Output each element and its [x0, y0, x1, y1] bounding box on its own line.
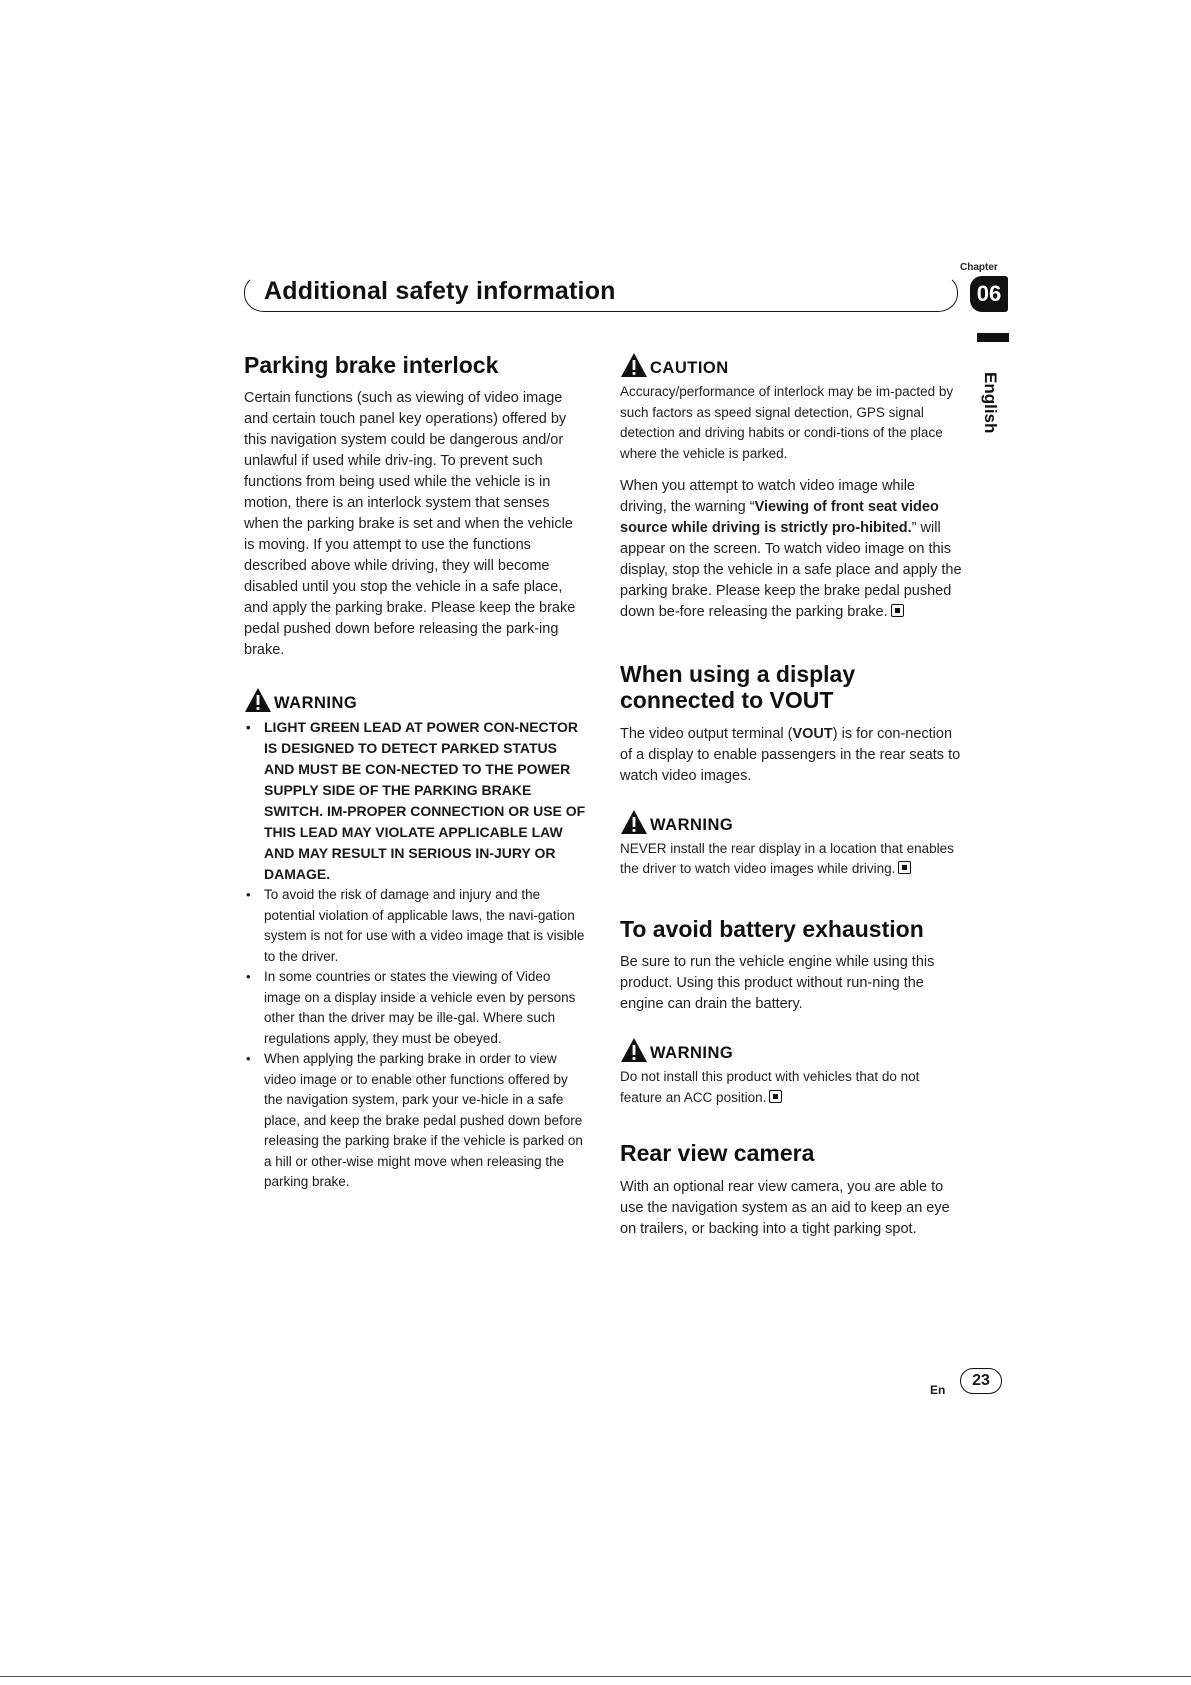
page-title: Additional safety information	[264, 277, 616, 305]
caution-body: Accuracy/performance of interlock may be im-pacted by such factors as speed signal detection, GPS signal detection and driving habits or condi-tions of the place where the vehicle is parked.	[620, 384, 954, 461]
caution-header	[620, 352, 962, 378]
end-mark-icon	[891, 604, 904, 617]
battery-warning-label: WARNING	[650, 1044, 734, 1063]
section-heading-vout: When using a display connected to VOUT	[620, 661, 856, 714]
vout-body-a: The video output terminal (	[620, 725, 793, 742]
section-heading-camera: Rear view camera	[620, 1140, 815, 1167]
section-heading-battery: To avoid battery exhaustion	[620, 915, 924, 942]
parking-brake-body: Certain functions (such as viewing of video image and certain touch panel key operations) offered by this navigation system could be dangerous and/or unlawful if used while driv-ing. To prevent such functions from being used while the vehicle is in motion, there is an interlock system that senses when the parking brake is set and when the vehicle is moving. If you attempt to use the functions described above while driving, they will become disabled until you stop the vehicle in a safe place, and apply the parking brake. Please keep the brake pedal pushed down before releasing the park-ing brake.	[244, 390, 576, 659]
chapter-label: Chapter	[960, 262, 998, 273]
warning-item: • To avoid the risk of damage and injury and the potential violation of applicable laws, the navi-gation system is not for use with a video image that is visible to the driver.	[264, 885, 586, 967]
vout-body	[620, 724, 962, 787]
warning-message: Viewing of front seat video source while driving is strictly pro-hibited.	[620, 499, 939, 536]
warning-triangle-icon	[620, 1037, 648, 1063]
watch-outro: ” will appear on the screen. To watch video image on this display, stop the vehicle in a safe place and apply the parking brake. Please keep the brake pedal pushed down be-fore releasing the parking brake.	[620, 520, 962, 620]
bottom-rule	[0, 1676, 1191, 1677]
language-tab-bar	[977, 333, 1009, 342]
end-mark-icon	[769, 1090, 782, 1103]
battery-warning-body	[620, 1067, 962, 1108]
camera-body: With an optional rear view camera, you are able to use the navigation system as an aid to keep an eye on trailers, or backing into a tight parking spot.	[620, 1178, 950, 1237]
caution-label: CAUTION	[650, 359, 729, 377]
warning-item: • In some countries or states the viewing of Video image on a display inside a vehicle even by persons other than the driver may be ille-gal. Where such regulations apply, they must be obeyed.	[264, 967, 586, 1049]
warning-item: • LIGHT GREEN LEAD AT POWER CON-NECTOR IS DESIGNED TO DETECT PARKED STATUS AND MUST BE CON-NECTED TO THE POWER SUPPLY SIDE OF THE PARKING BRAKE SWITCH. IM-PROPER CONNECTION OR USE OF THIS LEAD MAY VIOLATE APPLICABLE LAW AND MAY RESULT IN SERIOUS IN-JURY OR DAMAGE.	[264, 717, 586, 885]
vout-warning-body	[620, 839, 962, 880]
footer-language: En	[930, 1383, 946, 1397]
battery-body: Be sure to run the vehicle engine while using this product. Using this product without run-ning the engine can drain the battery.	[620, 954, 935, 1013]
warning-list	[244, 717, 586, 1193]
language-tab: English	[981, 372, 1000, 434]
watch-intro: When you attempt to watch video image while driving, the warning “	[620, 478, 915, 515]
section-heading-parking-brake: Parking brake interlock	[244, 352, 499, 378]
vout-term: VOUT	[792, 725, 833, 742]
battery-warning-header	[620, 1037, 962, 1063]
warning-header	[244, 687, 586, 713]
vout-warning-text: NEVER install the rear display in a location that enables the driver to watch video images while driving.	[620, 840, 954, 877]
left-column	[244, 352, 586, 1193]
warning-triangle-icon	[620, 809, 648, 835]
right-column	[620, 352, 962, 1240]
chapter-number-badge: 06	[970, 276, 1008, 312]
warning-label: WARNING	[274, 694, 358, 713]
vout-warning-label: WARNING	[650, 815, 734, 834]
battery-warning-text: Do not install this product with vehicles that do not feature an ACC position.	[620, 1069, 920, 1105]
end-mark-icon	[898, 861, 911, 874]
vout-body-b: ) is for con-nection of a display to enable passengers in the rear seats to watch video images.	[620, 725, 961, 784]
warning-triangle-icon	[244, 687, 272, 713]
caution-triangle-icon	[620, 352, 648, 378]
vout-warning-header	[620, 809, 962, 835]
warning-item: • When applying the parking brake in order to view video image or to enable other functions offered by the navigation system, park your ve-hicle in a safe place, and keep the brake pedal pushed down before releasing the parking brake if the vehicle is parked on a hill or other-wise might move when releasing the parking brake.	[264, 1049, 586, 1193]
page-number: 23	[960, 1368, 1002, 1394]
watch-video-paragraph	[620, 476, 962, 623]
